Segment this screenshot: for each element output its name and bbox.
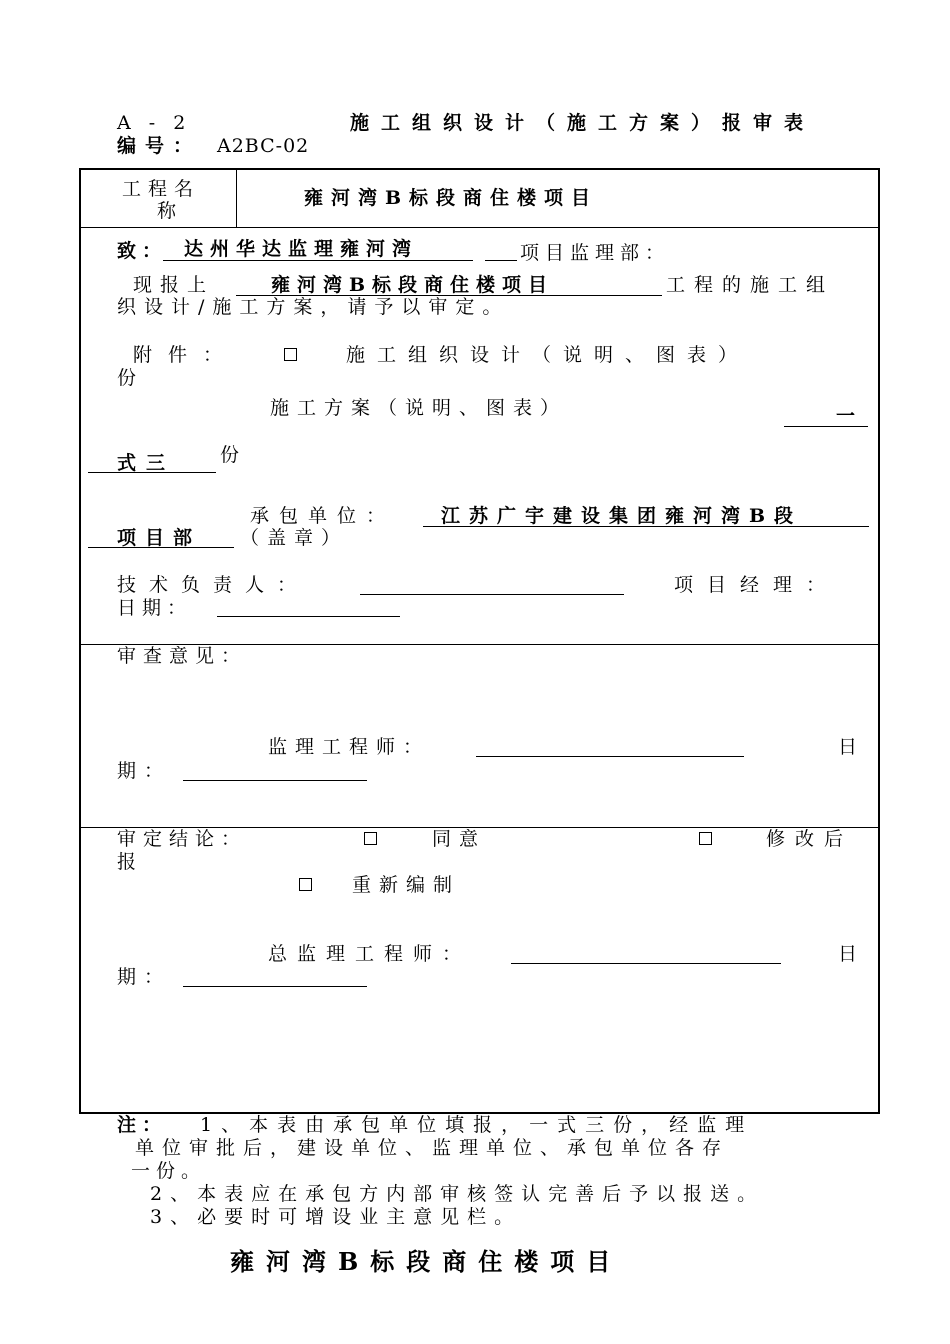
supervisor-name: 达州华达监理雍河湾 (184, 238, 419, 260)
number-label: 编号： (117, 135, 202, 157)
to-suffix: 项目监理部： (520, 242, 671, 264)
attachment-count-part2: 式三 (117, 452, 176, 474)
to-prefix: 致： (117, 240, 168, 262)
note-2: 2、本表应在承包方内部审核签认完善后予以报送。 (150, 1183, 765, 1205)
underline (423, 526, 869, 527)
opinion-label: 审查意见： (117, 645, 248, 667)
submit-suffix: 工程的施工组 (666, 274, 835, 296)
conclusion-date-part2: 期： (117, 966, 172, 988)
attachment-label: 附件： (133, 344, 239, 366)
underline (88, 472, 216, 473)
footer-project-name: 雍河湾B标段商住楼项目 (230, 1247, 623, 1276)
revise-label-part1: 修改后 (766, 828, 854, 850)
pm-label: 项目经理： (674, 574, 840, 596)
supervisor-engineer-label: 监理工程师： (268, 736, 431, 758)
note-1-line2: 单位审批后，建设单位、监理单位、承包单位各存 (135, 1137, 730, 1159)
conclusion-date-part1: 日 (838, 943, 864, 965)
attachment-unit: 份 (220, 444, 246, 466)
attachment-plan: 施工方案（说明、图表） (270, 397, 568, 419)
form-code: A - 2 (117, 112, 192, 134)
note-1-line3: 一份。 (131, 1160, 207, 1182)
recompile-label: 重新编制 (352, 874, 461, 896)
row-divider (81, 227, 878, 228)
conclusion-date-line[interactable] (183, 986, 367, 987)
chief-engineer-label: 总监理工程师： (268, 943, 472, 965)
number-value: A2BC-02 (217, 135, 310, 157)
revise-checkbox[interactable] (699, 832, 712, 845)
column-divider (236, 170, 237, 227)
contractor-name-part1: 江苏广宇建设集团雍河湾B段 (441, 505, 803, 527)
revise-label-part2: 报 (117, 851, 143, 873)
agree-label: 同意 (432, 828, 487, 850)
underline (88, 547, 234, 548)
project-name: 雍河湾B标段商住楼项目 (304, 187, 599, 209)
contractor-label: 承包单位： (250, 505, 396, 527)
contractor-name-part2: 项目部 (117, 527, 202, 549)
supervisor-engineer-signature-line[interactable] (476, 756, 744, 757)
note-1-line1: 1、本表由承包单位填报，一式三份，经监理 (200, 1114, 754, 1136)
attachment-unit-wrap: 份 (117, 367, 143, 389)
underline (163, 260, 473, 261)
chief-engineer-signature-line[interactable] (511, 963, 781, 964)
underline (485, 260, 517, 261)
review-date-part2: 期： (117, 760, 172, 782)
review-date-line[interactable] (183, 780, 367, 781)
review-date-part1: 日 (838, 736, 864, 758)
underline (784, 426, 868, 427)
tech-lead-label: 技术负责人： (117, 574, 310, 596)
attachment-count-part1: 一 (836, 405, 862, 427)
project-label-line2: 称 (157, 200, 183, 222)
tech-lead-signature-line[interactable] (360, 594, 624, 595)
notes-prefix: 注： (117, 1114, 168, 1136)
agree-checkbox[interactable] (364, 832, 377, 845)
attachment-org-design: 施工组织设计（说明、图表） (346, 344, 750, 366)
submit-prefix: 现报上 (133, 274, 215, 296)
form-title: 施工组织设计（施工方案）报审表 (350, 112, 816, 134)
submit-project: 雍河湾B标段商住楼项目 (271, 274, 555, 296)
project-label-line1: 工程名 (122, 178, 201, 200)
submit-date-label: 日期： (117, 597, 193, 619)
contractor-seal: （盖章） (240, 527, 349, 549)
note-3: 3、必要时可增设业主意见栏。 (150, 1206, 522, 1228)
submit-date-line[interactable] (217, 616, 400, 617)
attachment-org-checkbox[interactable] (284, 348, 297, 361)
conclusion-label: 审定结论： (117, 828, 248, 850)
submit-line2: 织设计/施工方案，请予以审定。 (117, 296, 510, 318)
recompile-checkbox[interactable] (299, 878, 312, 891)
